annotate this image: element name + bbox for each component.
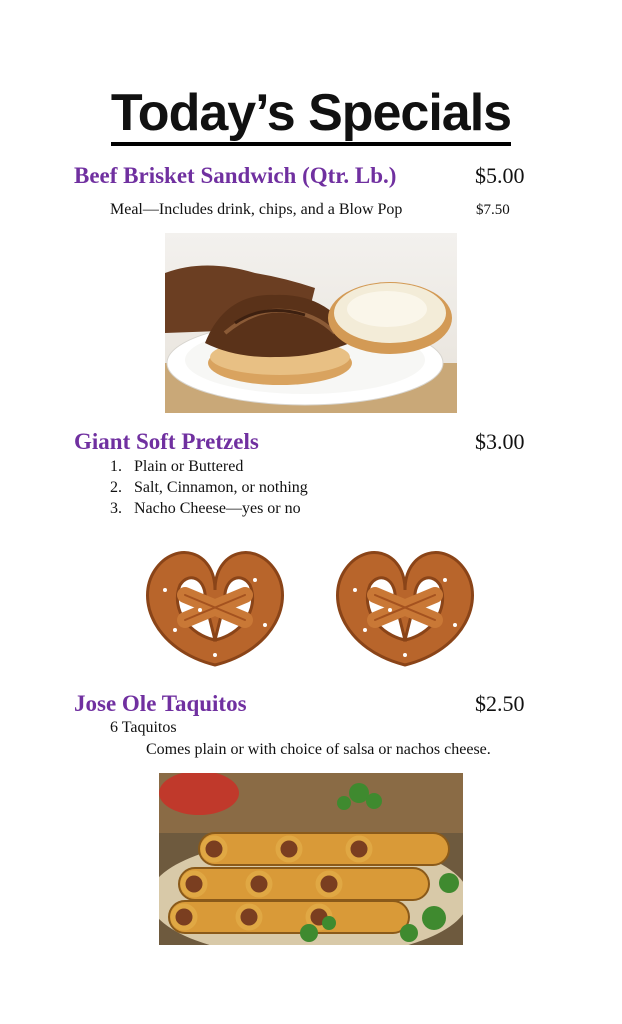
taquitos-photo <box>159 773 463 945</box>
item-name-brisket: Beef Brisket Sandwich (Qtr. Lb.) <box>74 163 397 188</box>
pretzel-photo <box>135 540 495 680</box>
taquitos-count: 6 Taquitos <box>110 719 177 736</box>
item-price-taquitos: $2.50 <box>475 691 525 716</box>
item-price-pretzels: $3.00 <box>475 429 525 454</box>
meal-price: $7.50 <box>476 202 510 218</box>
taquitos-description: Comes plain or with choice of salsa or nachos cheese. <box>146 741 491 758</box>
item-name-pretzels: Giant Soft Pretzels <box>74 429 259 454</box>
page-title-text: Today’s Specials <box>111 84 511 146</box>
list-item: 3. Nacho Cheese—yes or no <box>110 500 301 517</box>
page-title <box>0 82 622 144</box>
pretzel-options-list <box>110 456 308 519</box>
list-item: 2. Salt, Cinnamon, or nothing <box>110 479 308 496</box>
meal-description: Meal—Includes drink, chips, and a Blow Pop <box>110 201 403 218</box>
list-item: 1. Plain or Buttered <box>110 458 244 475</box>
item-price-brisket: $5.00 <box>475 163 525 188</box>
brisket-sandwich-photo <box>165 233 457 413</box>
item-name-taquitos: Jose Ole Taquitos <box>74 691 247 716</box>
